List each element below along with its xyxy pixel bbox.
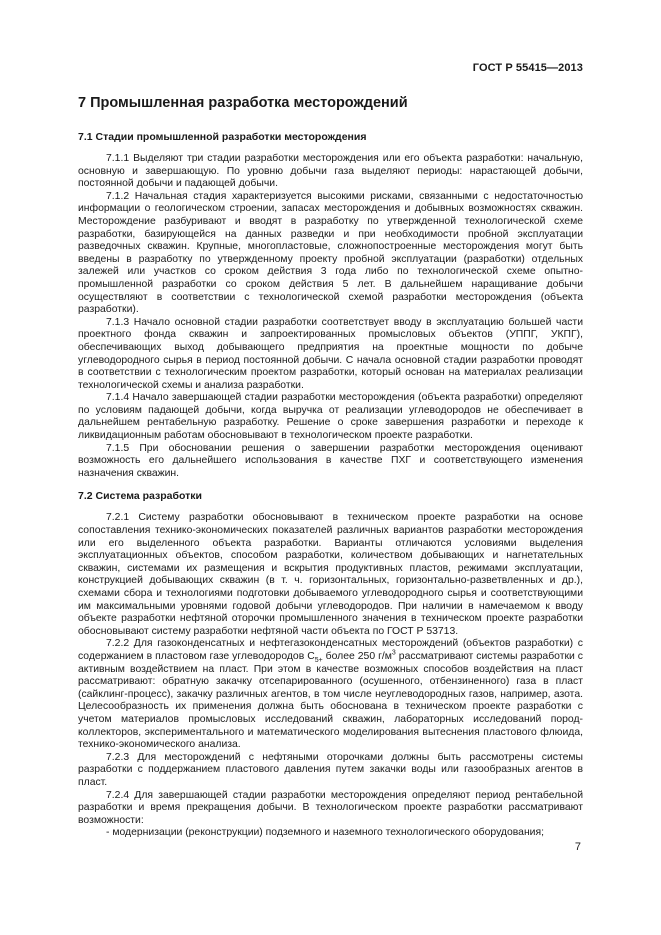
document-code: ГОСТ Р 55415—2013 [472,62,583,74]
paragraph-7-2-1: 7.2.1 Систему разработки обосновывают в техническом проекте разработки на основе сопоставления технико-экономических показателей различных вариантов разработки месторождения или его выделенного объекта разработки. Варианты отличаются условиями выделения эксплуатационных объектов, способом разработки, количеством добывающих и нагнетательных скважин, системами их размещения и вскрытия продуктивных пластов, режимами эксплуатации, конструкцией добывающих скважин (в т. ч. горизонтальных, горизонтально-разветвленных и др.), схемами сбора и технологиями подготовки добываемого углеводородного сырья и соответствующими им максимальными уровнями годовой добычи углеводородов. При наличии в намечаемом к вводу объекте разработки нефтяной оторочки промышленного значения в техническом проекте разработки обосновывают систему разработки нефтяной части объекта по ГОСТ Р 53713. [78,512,583,637]
paragraph-7-2-2 [78,638,583,751]
paragraph-7-1-4: 7.1.4 Начало завершающей стадии разработки месторождения (объекта разработки) определяют по условиям падающей добычи, когда выручка от реализации углеводородов не обеспечивает в дальнейшем рентабельную разработку. Решение о сроке завершения разработки и переходе к ликвидационным работам обосновывают в технологическом проекте разработки. [78,392,583,442]
page-number: 7 [574,841,581,853]
paragraph-7-1-5: 7.1.5 При обосновании решения о завершении разработки месторождения оценивают возможность его дальнейшего использования в качестве ПХГ и соответствующего изменения назначения скважин. [78,442,583,479]
subsection-title-7-1: 7.1 Стадии промышленной разработки месторождения [78,131,367,143]
paragraph-7-1-1: 7.1.1 Выделяют три стадии разработки месторождения или его объекта разработки: начальную, основную и завершающую. По уровню добычи газа выделяют периоды: нарастающей добычи, постоянной добычи и падающей добычи. [78,153,583,190]
section-gap [78,480,583,490]
paragraph-7-2-4: 7.2.4 Для завершающей стадии разработки месторождения определяют период рентабельной разработки и время прекращения добычи. В технологическом проекте разработки рассматривают возможности: [78,789,583,826]
paragraph-7-1-3: 7.1.3 Начало основной стадии разработки соответствует вводу в эксплуатацию большей части проектного фонда скважин и запроектированных промысловых объектов (УППГ, УКПГ), обеспечивающих выход добывающего предприятия на проектные мощности по добыче углеводородного сырья в период постоянной добычи. С начала основной стадии разработки проводят в соответствии с технологическим проектом разработки, который основан на материалах реализации технологической схемы и анализа разработки. [78,316,583,391]
page-content [78,94,583,840]
paragraph-7-2-2-part-b: более 250 г/м [322,650,392,662]
subsection-title-7-2: 7.2 Система разработки [78,490,202,503]
c5plus-subscript: 5+ [314,657,323,665]
paragraph-7-2-3: 7.2.3 Для месторождений с нефтяными оторочками должны быть рассмотрены системы разработки с поддержанием пластового давления путем закачки воды или газообразных агентов в пласт. [78,751,583,788]
paragraph-7-2-2-part-a: 7.2.2 Для газоконденсатных и нефтегазоконденсатных месторождений (объектов разработки) с содержанием в пластовом газе углеводородов C [78,638,583,662]
section-title: 7 Промышленная разработка месторождений [78,95,408,111]
paragraph-7-1-2: 7.1.2 Начальная стадия характеризуется высокими рисками, связанными с недостаточностью информации о геологическом строении, запасах месторождения и добывных возможностях скважин. Месторождение разбуривают и вводят в разработку по утвержденной технологической схеме разработки, базирующейся на данных разведки и при необходимости пробной эксплуатации разведочных скважин. Крупные, многопластовые, сложнопостроенные месторождения могут быть введены в разработку по утвержденному проекту пробной эксплуатации (разработки) отдельных залежей или участков со сроком действия 3 года либо по технологической схеме опытно-промышленной разработки со сроком действия 5 лет. В дальнейшем наращивание добычи осуществляют в соответствии с технологической схемой разработки месторождения (объекта разработки). [78,190,583,316]
list-item-modernization: - модернизации (реконструкции) подземного и наземного технологического оборудования; [106,827,544,839]
paragraph-7-2-2-part-c: рассматривают системы разработки с активным воздействием на пласт. При этом в качестве возможных способов воздействия на пласт рассматривают: обратную закачку отсепарированного (осушенного, отбензиненного) газа в пласт (сайклинг-процесс), закачку различных агентов, в том числе неуглеводородных газов, например, азота. Целесообразность их применения должна быть обоснована в техническом проекте разработки с учетом материалов промысловых исследований скважин, лабораторных исследований пород-коллекторов, экспериментального и математического моделирования вытеснения пластового флюида, технико-экономического анализа. [78,650,583,751]
cubic-superscript: 3 [391,649,396,657]
